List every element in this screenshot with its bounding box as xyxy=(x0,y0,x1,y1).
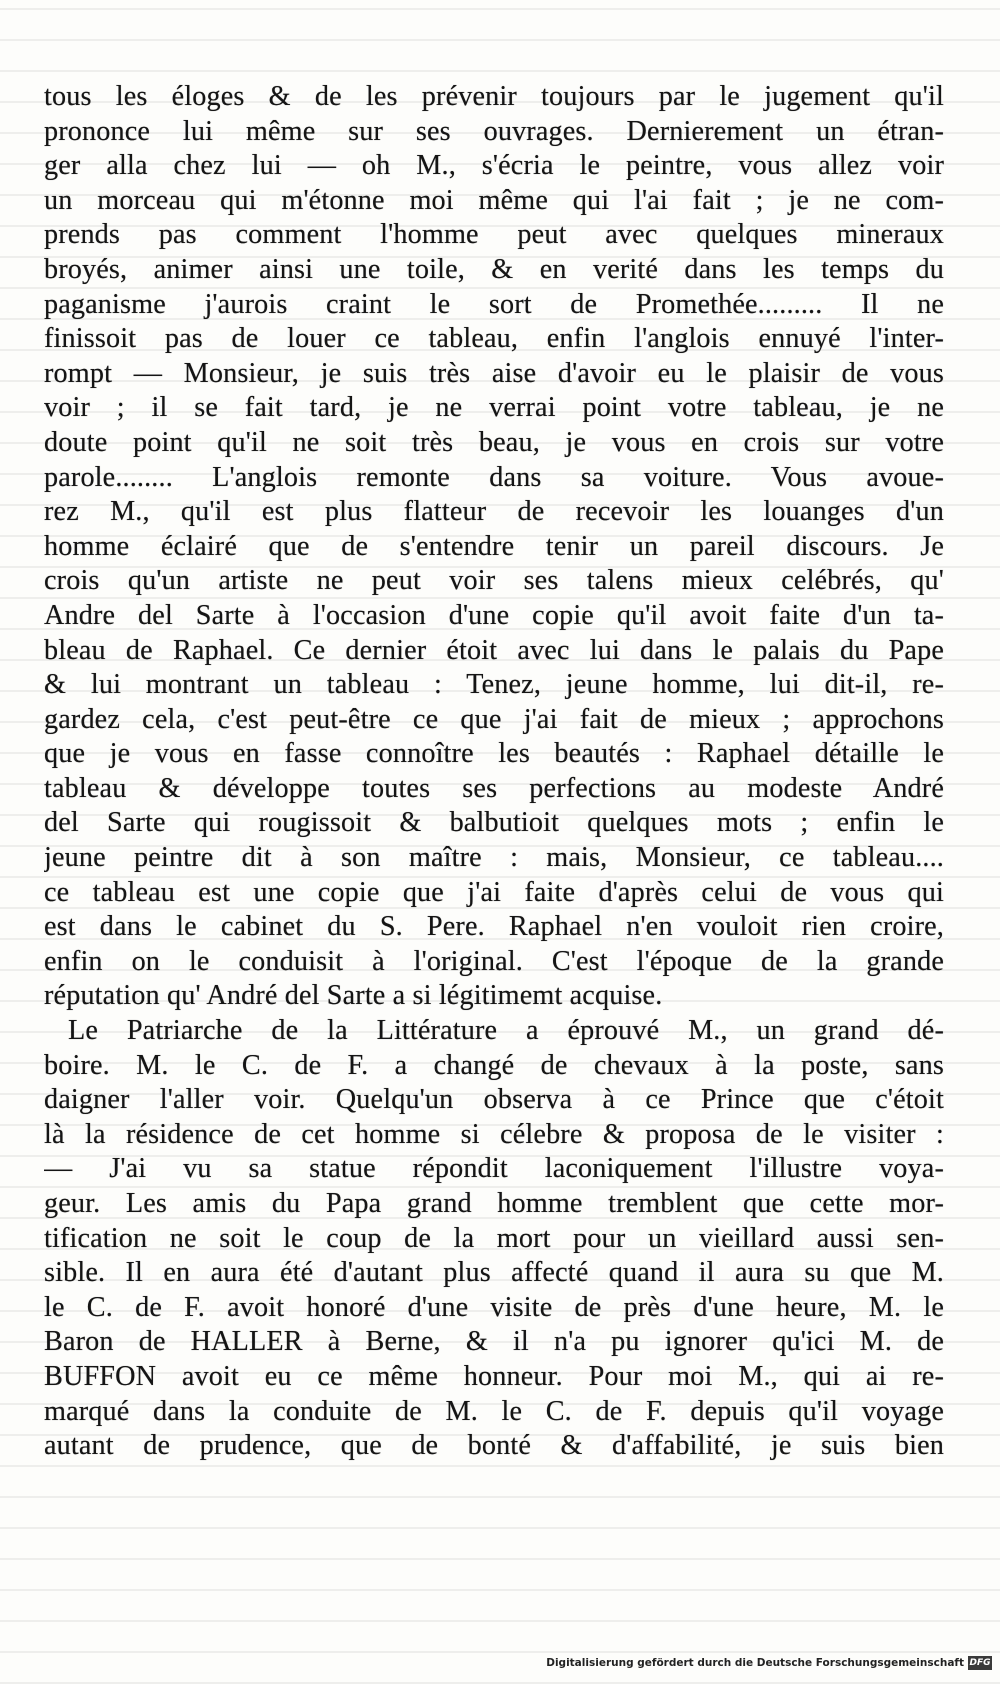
text-line: réputation qu' André del Sarte a si légitimemt acquise. xyxy=(44,980,663,1012)
text-line: gardez cela, c'est peut-être ce que j'ai fait de mieux ; approchons xyxy=(44,703,944,735)
text-line: homme éclairé que de s'entendre tenir un pareil discours. Je xyxy=(44,530,944,562)
text-line: geur. Les amis du Papa grand homme tremblent que cette mor- xyxy=(44,1188,944,1219)
text-line: tableau & développe toutes ses perfections au modeste André xyxy=(44,772,944,804)
dfg-logo-icon: DFG xyxy=(969,1658,991,1668)
text-line: — J'ai vu sa statue répondit laconiquement l'illustre voya- xyxy=(44,1153,944,1185)
text-line: doute point qu'il ne soit très beau, je vous en crois sur votre xyxy=(44,426,944,458)
text-line: rompt — Monsieur, je suis très aise d'avoir eu le plaisir de vous xyxy=(44,357,944,389)
credit-text: Digitalisierung gefördert durch die Deutsche Forschungsgemeinschaft xyxy=(546,1657,964,1669)
text-line: un morceau qui m'étonne moi même qui l'ai fait ; je ne com- xyxy=(44,184,944,216)
text-line: tification ne soit le coup de la mort pour un vieillard aussi sen- xyxy=(44,1222,944,1254)
text-line: jeune peintre dit à son maître : mais, Monsieur, ce tableau.... xyxy=(44,842,944,874)
text-line: broyés, animer ainsi une toile, & en verité dans les temps du xyxy=(44,253,944,285)
text-line: autant de prudence, que de bonté & d'affabilité, je suis bien xyxy=(44,1430,944,1462)
text-line: est dans le cabinet du S. Pere. Raphael n'en vouloit rien croire, xyxy=(44,911,944,943)
text-line: tous les éloges & de les prévenir toujours par le jugement qu'il xyxy=(44,81,944,112)
text-line: prononce lui même sur ses ouvrages. Dernierement un étran- xyxy=(44,115,944,147)
text-line: del Sarte qui rougissoit & balbutioit quelques mots ; enfin le xyxy=(44,807,944,839)
text-line: Baron de HALLER à Berne, & il n'a pu ignorer qu'ici M. de xyxy=(44,1326,944,1358)
text-line: enfin on le conduisit à l'original. C'est l'époque de la grande xyxy=(44,945,944,977)
text-line: boire. M. le C. de F. a changé de chevaux à la poste, sans xyxy=(44,1049,944,1081)
text-line: ger alla chez lui — oh M., s'écria le peintre, vous allez voir xyxy=(44,150,944,182)
text-line: voir ; il se fait tard, je ne verrai point votre tableau, je ne xyxy=(44,392,944,424)
text-line: parole........ L'anglois remonte dans sa voiture. Vous avoue- xyxy=(44,461,944,493)
text-line: paganisme j'aurois craint le sort de Promethée......... Il ne xyxy=(44,288,944,320)
text-line: daigner l'aller voir. Quelqu'un observa à ce Prince que c'étoit xyxy=(44,1084,944,1116)
body-text xyxy=(44,80,944,1464)
text-line: & lui montrant un tableau : Tenez, jeune homme, lui dit-il, re- xyxy=(44,669,944,701)
text-line: Le Patriarche de la Littérature a éprouvé M., un grand dé- xyxy=(68,1015,944,1047)
text-line: bleau de Raphael. Ce dernier étoit avec lui dans le palais du Pape xyxy=(44,634,944,666)
text-line: marqué dans la conduite de M. le C. de F. depuis qu'il voyage xyxy=(44,1395,944,1427)
text-line: sible. Il en aura été d'autant plus affecté quand il aura su que M. xyxy=(44,1257,944,1289)
text-line: rez M., qu'il est plus flatteur de recevoir les louanges d'un xyxy=(44,496,944,528)
text-line: Andre del Sarte à l'occasion d'une copie qu'il avoit faite d'un ta- xyxy=(44,599,944,631)
text-line: là la résidence de cet homme si célebre & proposa de le visiter : xyxy=(44,1118,944,1150)
text-line: finissoit pas de louer ce tableau, enfin l'anglois ennuyé l'inter- xyxy=(44,323,944,355)
text-line: prends pas comment l'homme peut avec quelques mineraux xyxy=(44,219,944,251)
text-line: le C. de F. avoit honoré d'une visite de près d'une heure, M. le xyxy=(44,1291,944,1323)
text-line: que je vous en fasse connoître les beautés : Raphael détaille le xyxy=(44,738,944,770)
text-line: crois qu'un artiste ne peut voir ses talens mieux celébrés, qu' xyxy=(44,565,944,597)
text-line: BUFFON avoit eu ce même honneur. Pour moi M., qui ai re- xyxy=(44,1360,944,1392)
text-line: ce tableau est une copie que j'ai faite d'après celui de vous qui xyxy=(44,876,944,908)
digitization-credit xyxy=(546,1654,992,1672)
